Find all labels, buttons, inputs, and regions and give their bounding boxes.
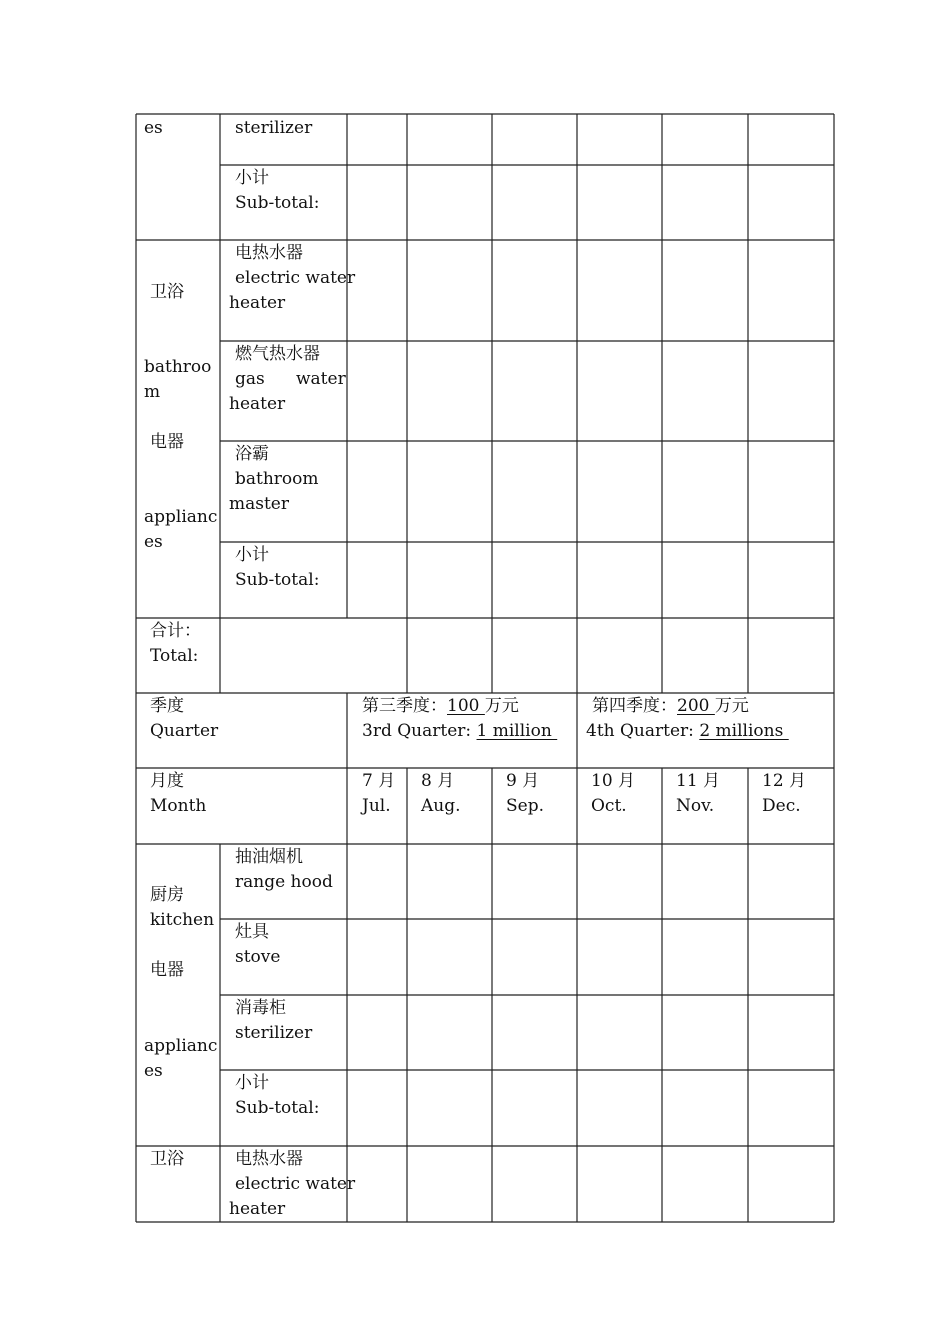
kitchen-appliances-zh: 电器 [150,960,184,980]
bottom-item-electric-water-heater-en2: heater [229,1199,286,1219]
month-nov-en: Nov. [676,796,715,816]
q3-target-en [362,719,557,744]
month-aug-zh: 8 月 [421,771,455,791]
q4-unit-zh: 万元 [714,696,749,716]
item-bathroom-master-en2: master [229,494,289,514]
bathroom-category-en-b: m [144,382,161,402]
q4-value-zh: 200 [677,696,715,716]
bathroom-subtotal-zh: 小计 [235,545,269,565]
month-dec-zh: 12 月 [762,771,807,791]
item-electric-water-heater-zh: 电热水器 [235,243,303,263]
total-label-en: Total: [150,646,199,666]
item-gas-water-heater-en1b: water [296,369,346,389]
bottom-bathroom-category-zh: 卫浴 [150,1149,184,1169]
kitchen-subtotal-en: Sub-total: [235,1098,320,1118]
q4-prefix-zh: 第四季度： [592,696,677,716]
subtotal-label-en: Sub-total: [235,193,320,213]
q3-unit-zh: 万元 [484,696,519,716]
item-range-hood-zh: 抽油烟机 [235,847,303,867]
q3-value-en: 1 million [476,721,558,741]
kitchen-category-en: kitchen [150,910,215,930]
month-oct-zh: 10 月 [591,771,636,791]
q3-value-zh: 100 [447,696,485,716]
item-bathroom-master-zh: 浴霸 [235,444,269,464]
month-label-en: Month [150,796,207,816]
item-stove-en: stove [235,947,281,967]
appliances-category-en-b: es [144,532,163,552]
month-jul-zh: 7 月 [362,771,396,791]
item-gas-water-heater-zh: 燃气热水器 [235,344,320,364]
item-stove-zh: 灶具 [235,922,269,942]
kitchen-category-zh: 厨房 [150,885,184,905]
bathroom-category-zh: 卫浴 [150,282,184,302]
item-sterilizer-en: sterilizer [235,1023,313,1043]
q4-prefix-en: 4th Quarter: [586,721,700,741]
item-sterilizer-zh: 消毒柜 [235,998,286,1018]
q4-target-en [586,719,789,744]
category-continued-text: es [144,118,163,138]
item-gas-water-heater-en2: heater [229,394,286,414]
bottom-item-electric-water-heater-zh: 电热水器 [235,1149,303,1169]
item-bathroom-master-en1: bathroom [235,469,319,489]
kitchen-appliances-en-b: es [144,1061,163,1081]
q3-target-zh [362,694,519,719]
q3-prefix-zh: 第三季度： [362,696,447,716]
quarter-label-en: Quarter [150,721,219,741]
kitchen-subtotal-zh: 小计 [235,1073,269,1093]
q3-prefix-en: 3rd Quarter: [362,721,477,741]
item-electric-water-heater-en2: heater [229,293,286,313]
month-dec-en: Dec. [762,796,801,816]
month-label-zh: 月度 [150,771,184,791]
item-label-sterilizer: sterilizer [235,118,313,138]
total-label-zh: 合计： [150,621,201,641]
kitchen-appliances-en-a: applianc [144,1036,218,1056]
month-jul-en: Jul. [362,796,391,816]
month-sep-en: Sep. [506,796,544,816]
month-nov-zh: 11 月 [676,771,721,791]
appliances-category-zh: 电器 [150,432,184,452]
bathroom-category-en-a: bathroo [144,357,212,377]
quarter-label-zh: 季度 [150,696,184,716]
bathroom-subtotal-en: Sub-total: [235,570,320,590]
month-aug-en: Aug. [421,796,461,816]
month-sep-zh: 9 月 [506,771,540,791]
subtotal-label-zh: 小计 [235,168,269,188]
item-gas-water-heater-en1a: gas [235,369,265,389]
item-electric-water-heater-en1: electric water [235,268,356,288]
bottom-item-electric-water-heater-en1: electric water [235,1174,356,1194]
q4-target-zh [592,694,749,719]
q4-value-en: 2 millions [699,721,789,741]
appliances-category-en-a: applianc [144,507,218,527]
month-oct-en: Oct. [591,796,627,816]
item-range-hood-en: range hood [235,872,333,892]
